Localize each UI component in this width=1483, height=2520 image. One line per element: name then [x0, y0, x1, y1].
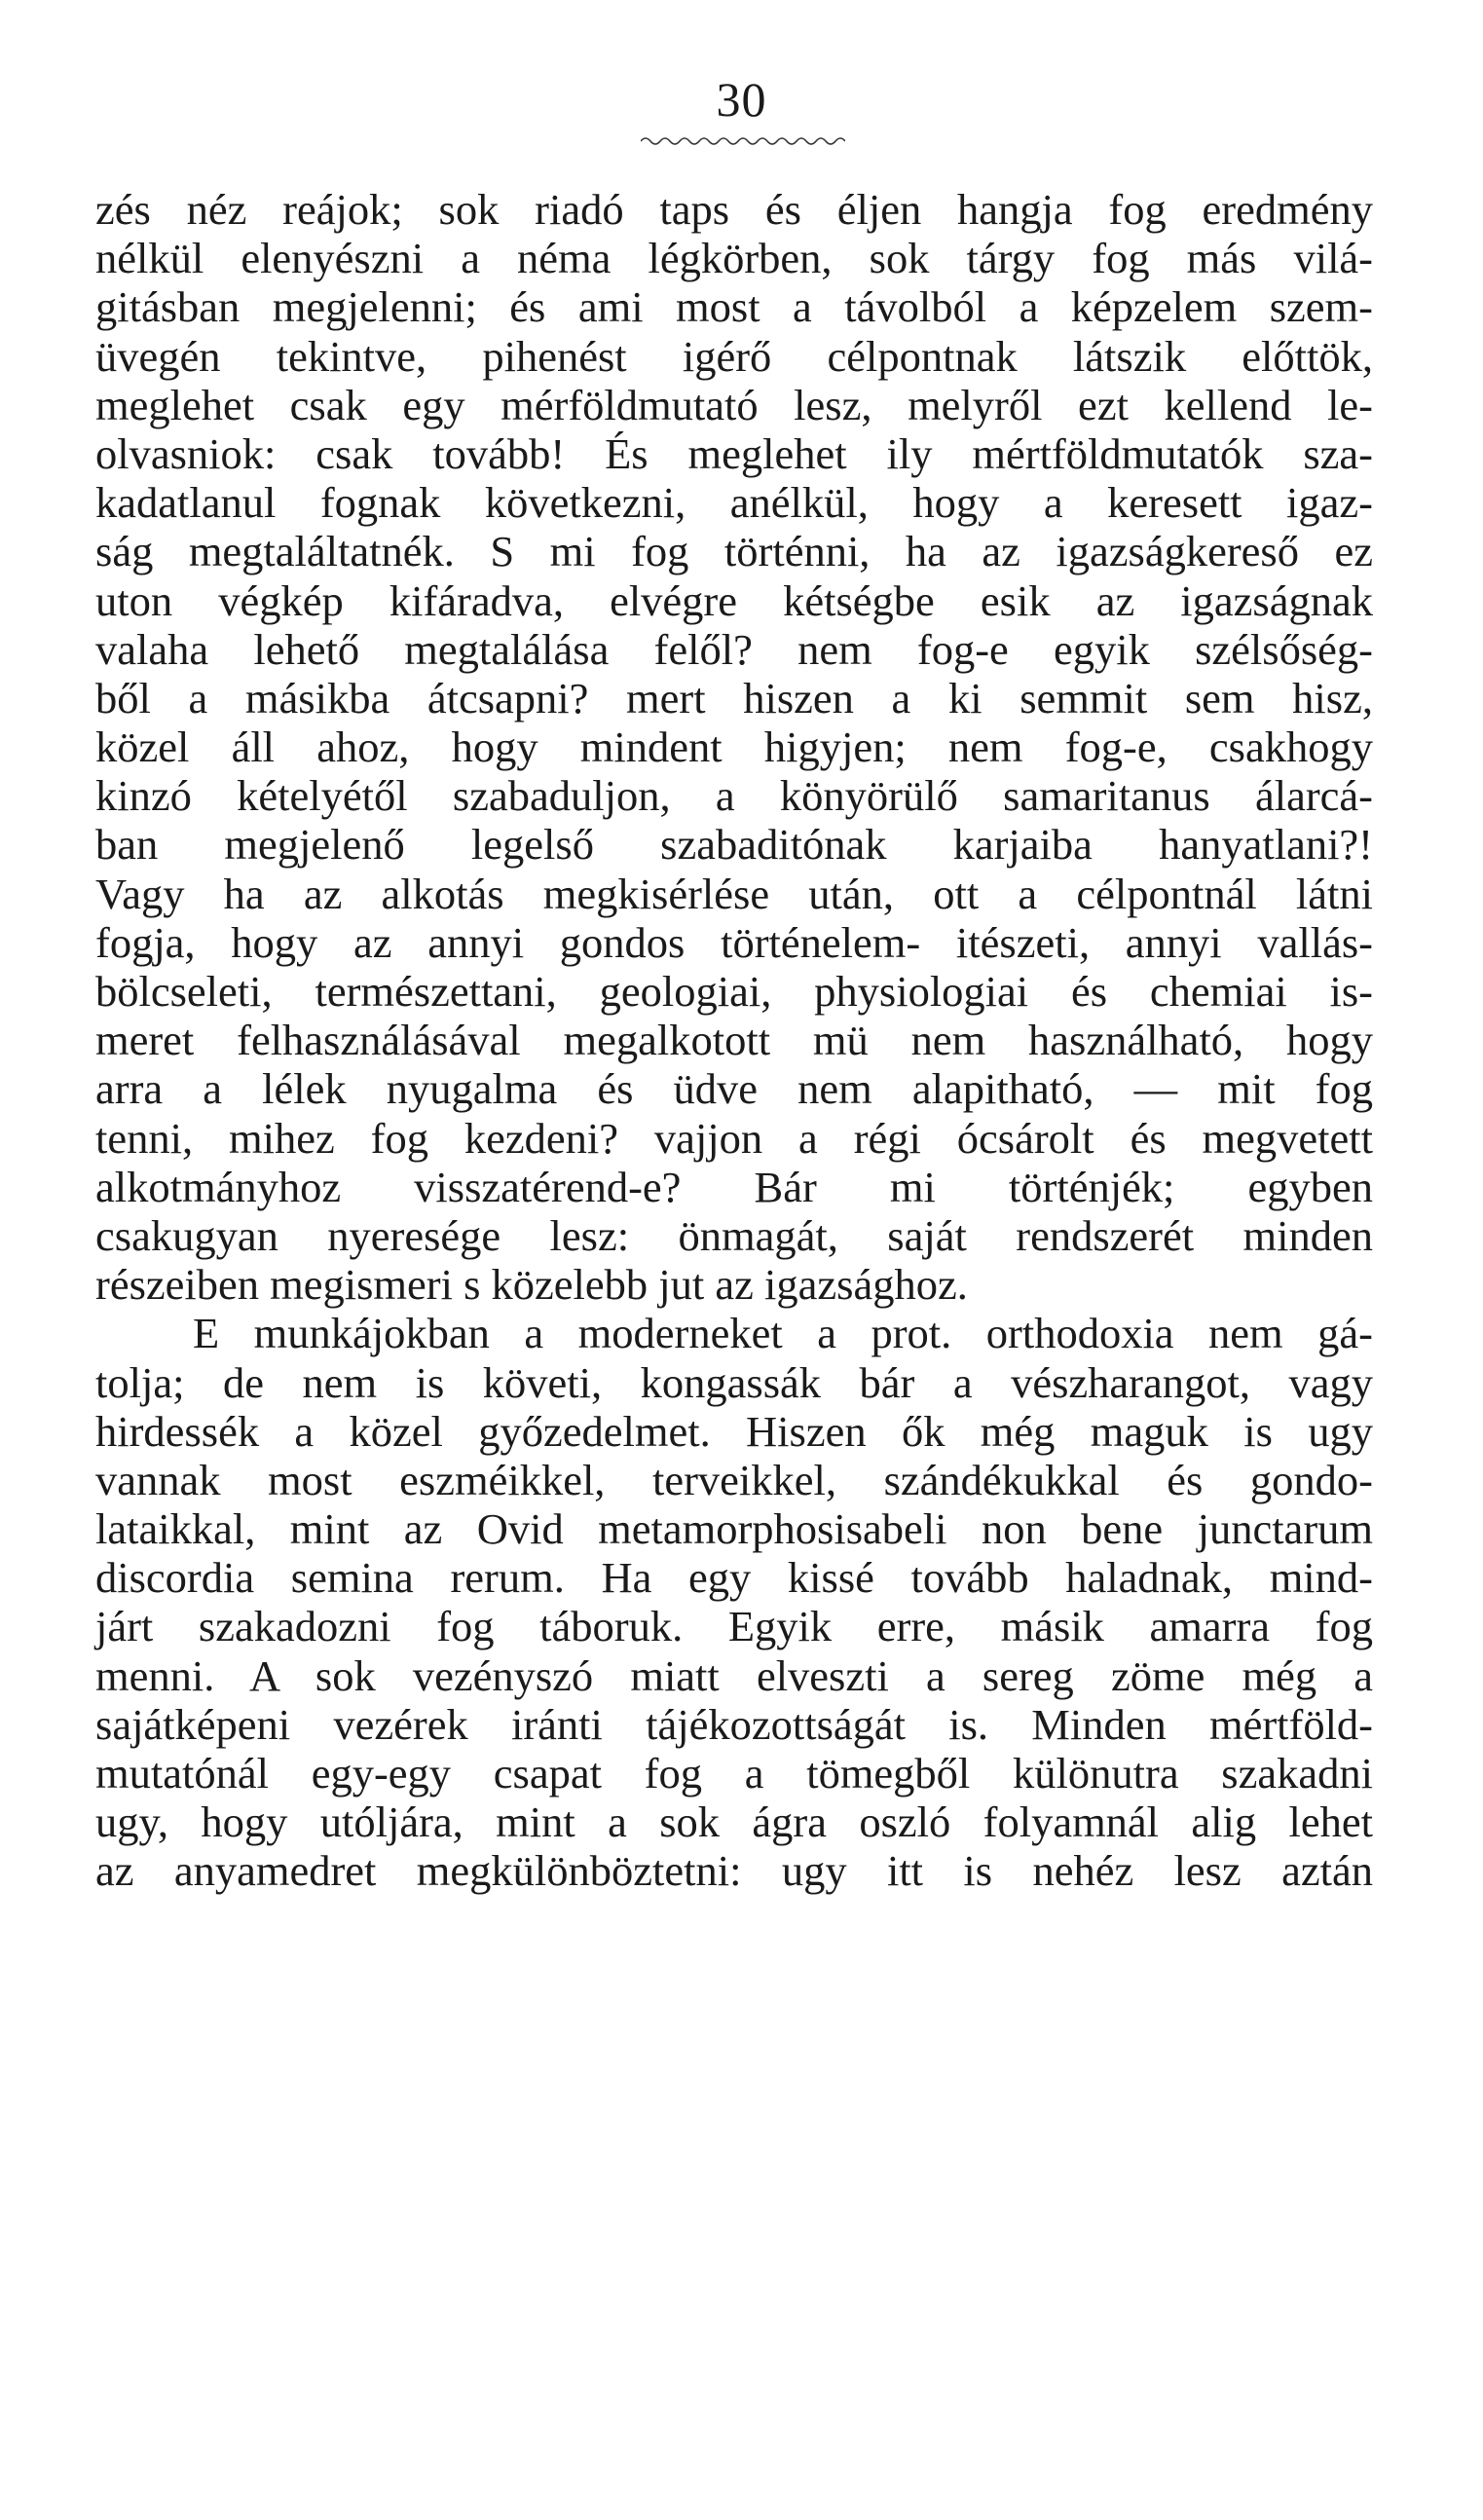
- text-line: uton végkép kifáradva, elvégre kétségbe esik az igazságnak: [95, 575, 1373, 625]
- text-line: olvasniok: csak tovább! És meglehet ily mértföldmutatók sza-: [95, 428, 1373, 478]
- text-line: menni. A sok vezényszó miatt elveszti a sereg zöme még a: [95, 1650, 1373, 1700]
- text-line: tenni, mihez fog kezdeni? vajjon a régi ócsárolt és megvetett: [95, 1113, 1373, 1163]
- text-line: kadatlanul fognak következni, anélkül, hogy a keresett igaz-: [95, 478, 1373, 528]
- body-text: [95, 185, 1373, 1896]
- text-line: zés néz reájok; sok riadó taps és éljen hangja fog eredmény: [95, 185, 1373, 234]
- text-line: tolja; de nem is követi, kongassák bár a vészharangot, vagy: [95, 1357, 1373, 1407]
- text-line: hirdessék a közel győzedelmet. Hiszen ők még maguk is ugy: [95, 1406, 1373, 1456]
- text-line: közel áll ahoz, hogy mindent higyjen; nem fog-e, csakhogy: [95, 723, 1373, 772]
- text-line: discordia semina rerum. Ha egy kissé tovább haladnak, mind-: [95, 1553, 1373, 1603]
- text-line: gitásban megjelenni; és ami most a távolból a képzelem szem-: [95, 282, 1373, 332]
- page-number: 30: [716, 72, 767, 127]
- text-line: meret felhasználásával megalkotott mü nem használható, hogy: [95, 1016, 1373, 1065]
- text-line: lataikkal, mint az Ovid metamorphosisabeli non bene junctarum: [95, 1504, 1373, 1554]
- text-line: fogja, hogy az annyi gondos történelem- itészeti, annyi vallás-: [95, 917, 1373, 967]
- text-line: vannak most eszméikkel, terveikkel, szándékukkal és gondo-: [95, 1455, 1373, 1504]
- text-line: meglehet csak egy mérföldmutató lesz, melyről ezt kellend le-: [95, 380, 1373, 429]
- text-line: részeiben megismeri s közelebb jut az igazsághoz.: [95, 1260, 968, 1310]
- text-line: csakugyan nyeresége lesz: önmagát, saját rendszerét minden: [95, 1210, 1373, 1260]
- text-line: bölcseleti, természettani, geologiai, physiologiai és chemiai is-: [95, 967, 1373, 1016]
- text-line: ban megjelenő legelső szabaditónak karjaiba hanyatlani?!: [95, 820, 1373, 870]
- text-line: kinzó kételyétől szabaduljon, a könyörülő samaritanus álarcá-: [95, 771, 1373, 821]
- text-line: mutatónál egy-egy csapat fog a tömegből különutra szakadni: [95, 1749, 1373, 1797]
- text-line: ugy, hogy utóljára, mint a sok ágra oszló folyamnál alig lehet: [95, 1797, 1373, 1847]
- text-line: üvegén tekintve, pihenést igérő célpontnak látszik előttök,: [95, 331, 1373, 381]
- text-line: az anyamedret megkülönböztetni: ugy itt is nehéz lesz aztán: [95, 1846, 1373, 1896]
- text-line: valaha lehető megtalálása felől? nem fog-e egyik szélsőség-: [95, 624, 1373, 674]
- text-line: E munkájokban a moderneket a prot. orthodoxia nem gá-: [193, 1309, 1373, 1358]
- text-line: alkotmányhoz visszatérend-e? Bár mi történjék; egyben: [95, 1162, 1373, 1211]
- text-line: Vagy ha az alkotás megkisérlése után, ott a célpontnál látni: [95, 869, 1373, 918]
- text-line: sajátképeni vezérek iránti tájékozottságát is. Minden mértföld-: [95, 1699, 1373, 1749]
- text-line: arra a lélek nyugalma és üdve nem alapitható, — mit fog: [95, 1064, 1373, 1114]
- text-line: nélkül elenyészni a néma légkörben, sok tárgy fog más vilá-: [95, 234, 1373, 283]
- wavy-rule-ornament: [641, 134, 845, 148]
- text-line: ság megtaláltatnék. S mi fog történni, ha az igazságkereső ez: [95, 527, 1373, 576]
- text-line: ből a másikba átcsapni? mert hiszen a ki semmit sem hisz,: [95, 673, 1373, 723]
- text-line: járt szakadozni fog táboruk. Egyik erre, másik amarra fog: [95, 1602, 1373, 1651]
